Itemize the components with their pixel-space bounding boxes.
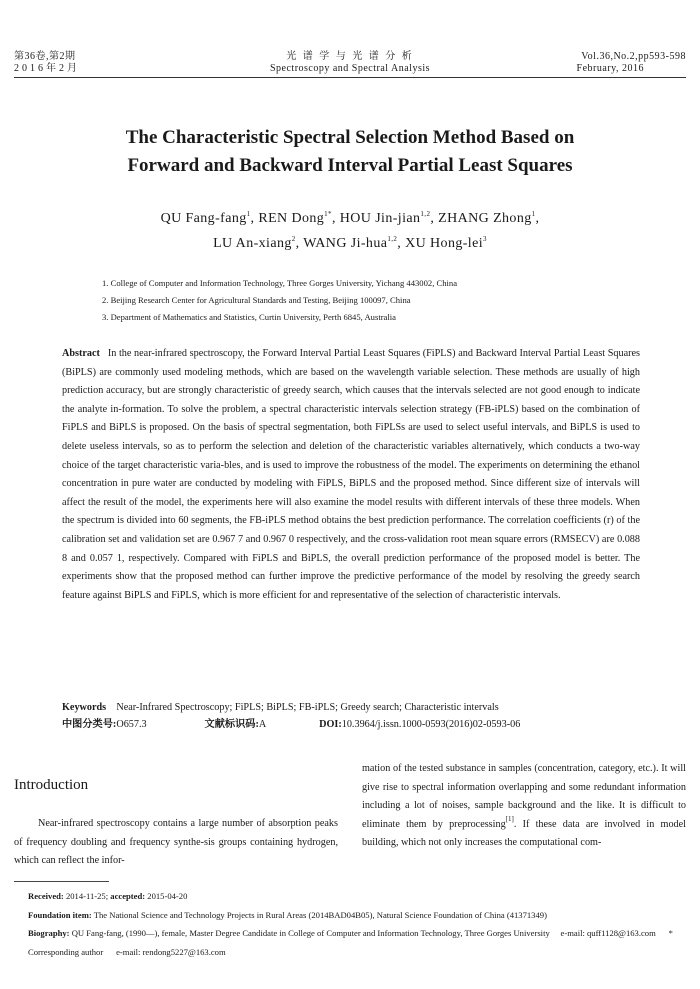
clc-number: [62, 716, 202, 733]
abstract-label: Abstract: [62, 348, 100, 359]
doi-value: 10.3964/j.issn.1000-0593(2016)02-0593-06: [341, 719, 521, 730]
corresponding-email[interactable]: e-mail: rendong5227@163.com: [116, 946, 226, 957]
author-name: HOU Jin-jian: [339, 211, 421, 226]
intro-column-left: Near-infrared spectroscopy contains a large number of absorption peaks of frequency doubling and frequency synthe-sis groups containing hydrogen, which can reflect the infor-: [14, 818, 338, 867]
keywords-label: Keywords: [62, 702, 107, 713]
clc-value: O657.3: [116, 719, 147, 730]
accepted-label: accepted:: [110, 891, 146, 901]
document-code: [205, 716, 317, 733]
foundation-item: [28, 906, 686, 925]
document-code-value: A: [258, 719, 267, 730]
title-line-1: The Characteristic Spectral Selection Method Based on: [125, 127, 575, 148]
received-label: Received:: [28, 891, 64, 901]
paper-title: [50, 124, 650, 180]
received-value: 2014-11-25;: [65, 891, 109, 901]
document-code-label: 文献标识码:: [204, 719, 259, 730]
author-name: ZHANG Zhong: [438, 211, 532, 226]
author-list: [50, 206, 650, 256]
foundation-text: The National Science and Technology Projects in Rural Areas (2014BAD04B05), Natural Science Foundation of China (41371349): [93, 909, 547, 920]
intro-column-right: [362, 760, 686, 853]
volume-issue-pages: Vol.36,No.2,pp593-598: [581, 51, 686, 62]
author-name: WANG Ji-hua: [303, 236, 388, 251]
section-heading-introduction: Introduction: [14, 777, 89, 793]
journal-name-cn: 光 谱 学 与 光 谱 分 析: [286, 51, 414, 62]
footnotes: [28, 887, 686, 961]
affiliation: 1. College of Computer and Information Technology, Three Gorges University, Yichang 443002, China: [102, 278, 458, 288]
received-accepted: [28, 887, 686, 906]
date-en: February, 2016: [576, 63, 644, 74]
author-email[interactable]: e-mail: quff1128@163.com: [560, 928, 656, 938]
biography: [28, 924, 686, 961]
classification-line: [62, 716, 662, 733]
affiliation-list: [102, 275, 662, 326]
author-line-2: LU An-xiang$^2$, WANG Ji-hua$^{1,2}$, XU Hong-lei$^3$: [213, 235, 487, 251]
author-affiliation-mark: 1: [246, 210, 251, 218]
journal-volume-issue-en: [446, 51, 686, 75]
author-affiliation-mark: 1,2: [420, 210, 431, 218]
intro-right-text: mation of the tested substance in samples (concentration, category, etc.). It will give rise to spectral information overlapping and some redundant information including a lot of noises, sample background and the like. It is difficult to eliminate them by preprocessing: [362, 763, 686, 830]
volume-issue-cn: 第36卷,第2期: [14, 51, 76, 62]
accepted-value: 2015-04-20: [147, 891, 188, 901]
affiliation: 2. Beijing Research Center for Agricultural Standards and Testing, Beijing 100097, China: [102, 295, 411, 305]
citation-ref[interactable]: [1]: [505, 814, 514, 823]
author-affiliation-mark: 2: [291, 235, 296, 243]
journal-name-en: Spectroscopy and Spectral Analysis: [269, 63, 431, 74]
author-affiliation-mark: 1: [531, 210, 536, 218]
biography-text: QU Fang-fang, (1990—), female, Master Degree Candidate in College of Computer and Information Technology, Three Gorges University: [71, 928, 550, 938]
corresponding-author-label: * Corresponding author: [28, 928, 673, 957]
author-name: REN Dong: [258, 211, 325, 226]
keywords: [62, 699, 662, 716]
author-name: QU Fang-fang: [160, 211, 247, 226]
doi: [319, 716, 520, 733]
author-line-1: QU Fang-fang$^1$, REN Dong$^{1*}$, HOU Jin-jian$^{1,2}$, ZHANG Zhong$^1$,: [160, 210, 540, 226]
author-name: LU An-xiang: [213, 236, 292, 251]
doi-label: DOI:: [319, 719, 342, 730]
intro-right-text-cont: . If these data are involved in model building, which not only increases the computational com-: [362, 818, 686, 849]
title-line-2: Forward and Backward Interval Partial Least Squares: [127, 155, 573, 176]
abstract: [62, 345, 640, 605]
foundation-label: Foundation item:: [28, 909, 92, 920]
journal-volume-issue-cn: [14, 51, 80, 75]
author-affiliation-mark: 3: [483, 235, 487, 243]
clc-label: 中图分类号:: [62, 719, 117, 730]
author-affiliation-mark: 1*: [324, 210, 332, 218]
author-name: XU Hong-lei: [405, 236, 483, 251]
biography-label: Biography:: [28, 928, 70, 938]
header-rule: [14, 77, 686, 78]
author-affiliation-mark: 1,2: [387, 235, 398, 243]
abstract-text: In the near-infrared spectroscopy, the Forward Interval Partial Least Squares (FiPLS) and Backward Interval Partial Least Squares (BiPLS) are commonly used modeling methods, which are based on the wavelength variable selection. These methods are usually of high prediction accuracy, but are strongly characteristic of greedy search, which causes that the intervals selected are not good enough to indicate the analyte in-formation. To solve the problem, a spectral characteristic intervals selection strategy (FB-iPLS) based on the combination of FiPLS and BiPLS is proposed. On the basis of spectral segmentation, both FiPLSs are used to select useful intervals, and BiPLS is used to delete useless intervals, so as to perform the selection and deletion of the characteristic variables alternatively, which conducts a two-way choice of the target characteristic varia-bles, and is used to improve the robustness of the model. The experiments on determining the ethanol concentration in pure water are conducted by modeling with FiPLS, BiPLS and the proposed method. Since different size of intervals will affect the result of the model, the experiments here will also examine the model results with different intervals of these three models. When the spectrum is divided into 60 segments, the FB-iPLS method obtains the best prediction performance. The correlation coefficients (r) of the calibration set and validation set are 0.967 7 and 0.967 0 respectively, and the cross-validation root mean square errors (RMSECV) are 0.088 8 and 0.057 1, respectively. Compared with FiPLS and BiPLS, the overall prediction performance of the proposed model is better. The experiments show that the proposed method can further improve the predictive performance of the model by resolving the greedy search feature against BiPLS and FiPLS, which is more efficient for and representative of the selection of characteristic intervals.: [62, 348, 641, 601]
keywords-text: Near-Infrared Spectroscopy; FiPLS; BiPLS; FB-iPLS; Greedy search; Characteristic intervals: [116, 702, 499, 713]
affiliation: 3. Department of Mathematics and Statistics, Curtin University, Perth 6845, Australia: [102, 312, 396, 322]
date-cn: 2016年2月: [14, 63, 80, 74]
footnote-rule: [14, 881, 109, 882]
